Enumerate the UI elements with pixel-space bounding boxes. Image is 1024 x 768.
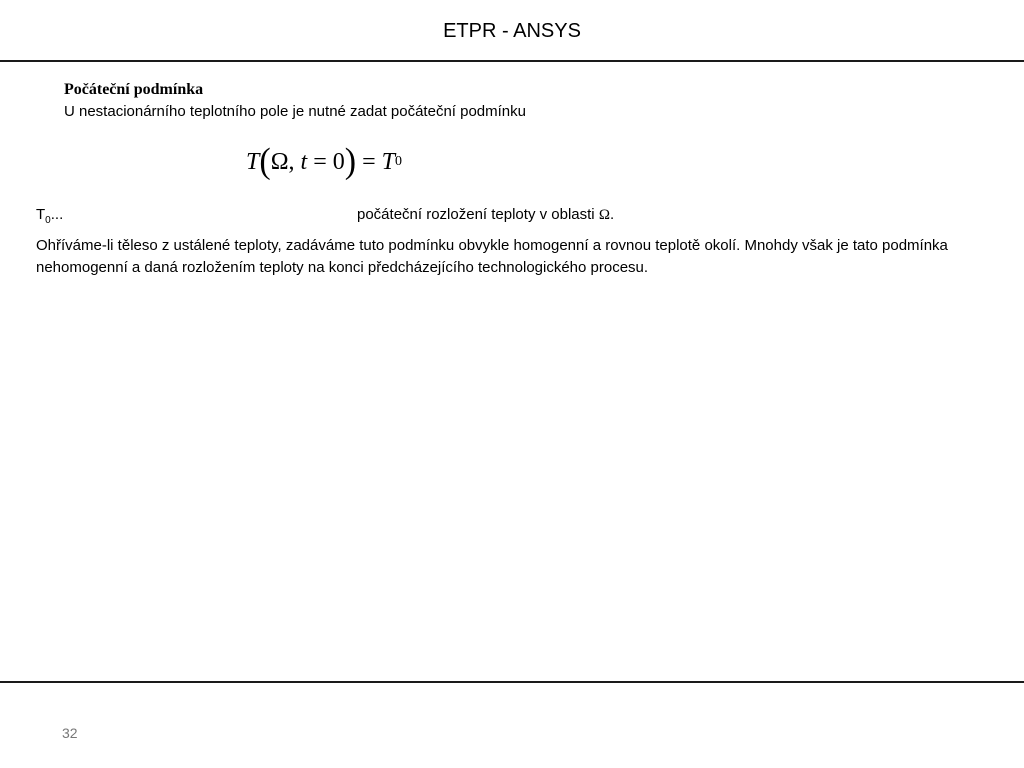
formula-time-variable: t (300, 148, 308, 175)
formula-open-paren: ( (259, 142, 271, 181)
formula-lhs-symbol: T (246, 148, 260, 175)
definition-term-subscript: 0 (45, 215, 51, 226)
definition-term (36, 206, 63, 226)
definition-description-end: . (609, 206, 615, 223)
intro-text: U nestacionárního teplotního pole je nutné zadat počáteční podmínku (64, 103, 526, 120)
initial-condition-formula (246, 144, 402, 180)
formula-omega: Ω (270, 148, 289, 175)
definition-term-suffix: ... (50, 206, 64, 223)
body-paragraph: Ohříváme-li těleso z ustálené teploty, zadáváme tuto podmínku obvykle homogenní a rovnou teplotě okolí. Mnohdy však je tato podmínka nehomogenní a daná rozložením teploty na konci předcházejícího technologického procesu. (36, 237, 948, 276)
page-number: 32 (62, 725, 78, 741)
definition-description (357, 206, 614, 224)
definition-term-symbol: T (36, 206, 46, 223)
formula-rhs-symbol: T (381, 148, 395, 175)
definition-omega-symbol: Ω (598, 207, 610, 223)
slide-title: ETPR - ANSYS (443, 20, 581, 42)
header-divider (0, 60, 1024, 62)
formula-equals-2: = (362, 148, 376, 175)
formula-equals-1: = (313, 148, 327, 175)
footer-divider (0, 681, 1024, 683)
formula-close-paren: ) (344, 142, 357, 181)
formula-comma: , (288, 148, 295, 175)
definition-description-text: počáteční rozložení teploty v oblasti (357, 206, 595, 223)
formula-rhs-subscript: 0 (394, 154, 402, 169)
formula-zero: 0 (332, 148, 345, 175)
section-heading: Počáteční podmínka (64, 81, 204, 98)
